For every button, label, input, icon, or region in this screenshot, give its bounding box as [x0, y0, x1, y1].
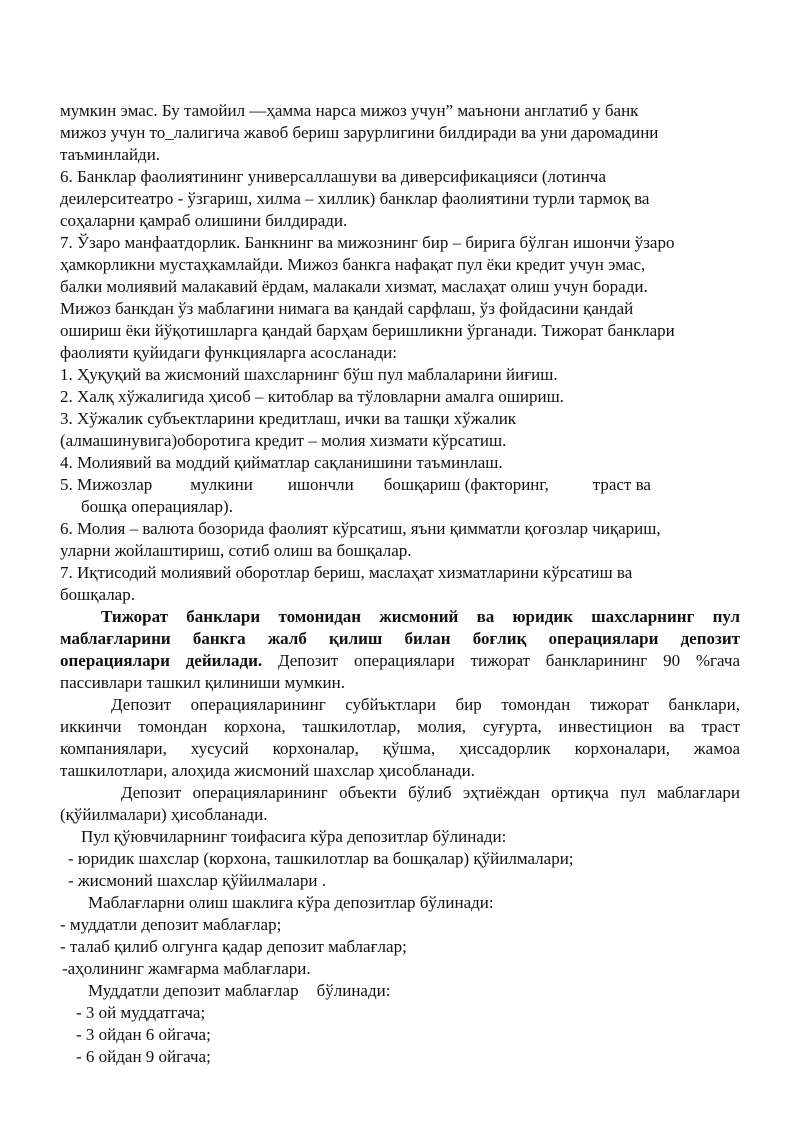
text-line: Депозит операцияларининг объекти бўлиб эҳтиёждан ортиқча пул маблағлари — [121, 783, 740, 802]
list-item: 7. Иқтисодий молиявий оборотлар бериш, маслаҳат хизматларини кўрсатиш ва — [60, 563, 633, 582]
bold-text: Тижорат банклари томонидан жисмоний ва юридик шахсларнинг пул — [101, 607, 740, 626]
list-item: -аҳолининг жамғарма маблағлари. — [62, 959, 311, 978]
list-item: 6. Банклар фаолиятининг универсаллашуви ва диверсификацияси (лотинча — [60, 167, 606, 186]
list-item: - юридик шахслар (корхона, ташкилотлар ва бошқалар) қўйилмалари; — [68, 849, 574, 868]
text-line: бошқа операциялар). — [81, 497, 233, 516]
text-line: деилерситеатро - ўзгариш, хилма – хиллик) банклар фаолиятини турли тармоқ ва — [60, 189, 650, 208]
list-item: 3. Хўжалик субъектларини кредитлаш, ички ва ташқи хўжалик — [60, 409, 517, 428]
bold-paragraph-line — [101, 606, 740, 628]
list-item: 4. Молиявий ва моддий қийматлар сақланишини таъминлаш. — [60, 453, 503, 472]
text-line: ҳамкорликни мустаҳкамлайди. Мижоз банкга нафақат пул ёки кредит учун эмас, — [60, 255, 646, 274]
bold-text: операциялари дейилади. — [60, 651, 263, 670]
list-item: 2. Халқ хўжалигида ҳисоб – китоблар ва тўловларни амалга ошириш. — [60, 387, 564, 406]
text-line: бошқалар. — [60, 585, 135, 604]
text-line: уларни жойлаштириш, сотиб олиш ва бошқалар. — [60, 541, 412, 560]
text-segment: бўлинади: — [316, 981, 391, 1000]
text-line: Мижоз банкдан ўз маблағини нимага ва қандай сарфлаш, ўз фойдасини қандай — [60, 299, 634, 318]
list-item: - 6 ойдан 9 ойгача; — [76, 1047, 211, 1066]
list-item: 1. Ҳуқуқий ва жисмоний шахсларнинг бўш пул маблаларини йиғиш. — [60, 365, 558, 384]
text-line — [60, 650, 740, 672]
text-segment: Муддатли депозит маблағлар — [88, 981, 299, 1000]
list-item: - талаб қилиб олгунга қадар депозит маблағлар; — [60, 937, 407, 956]
list-item: - 3 ойдан 6 ойгача; — [76, 1025, 211, 1044]
text-segment: бошқариш (факторинг, — [383, 475, 549, 494]
text-line: пассивлари ташкил қилиниши мумкин. — [60, 673, 345, 692]
list-item: - 3 ой муддатгача; — [76, 1003, 206, 1022]
text-line: соҳаларни қамраб олишини билдиради. — [60, 211, 348, 230]
bold-text: маблағларини банкга жалб қилиш билан боғлиқ операциялари депозит — [60, 629, 740, 648]
bold-paragraph-line — [60, 628, 740, 650]
text-line: фаолияти қуйидаги функцияларга асосланади: — [60, 343, 397, 362]
text-line: Пул қўювчиларнинг тоифасига кўра депозитлар бўлинади: — [81, 827, 507, 846]
list-item: 6. Молия – валюта бозорида фаолият кўрсатиш, яъни қимматли қоғозлар чиқариш, — [60, 519, 661, 538]
text-line — [88, 980, 390, 1002]
text-segment: Депозит операциялари тижорат банкларининг 90 %гача — [277, 651, 740, 670]
list-item: 7. Ўзаро манфаатдорлик. Банкнинг ва мижознинг бир – бирига бўлган ишончи ўзаро — [60, 233, 675, 252]
text-line: иккинчи томондан корхона, ташкилотлар, молия, суғурта, инвестицион ва траст — [60, 717, 740, 736]
list-item: - муддатли депозит маблағлар; — [60, 915, 282, 934]
text-line: таъминлайди. — [60, 145, 161, 164]
text-line: компаниялари, хусусий корхоналар, қўшма, ҳиссадорлик корхоналари, жамоа — [60, 739, 740, 758]
text-line: (қўйилмалари) ҳисобланади. — [60, 805, 268, 824]
list-item: - жисмоний шахслар қўйилмалари . — [68, 871, 326, 890]
text-line: мижоз учун то_лалигича жавоб бериш зарурлигини билдиради ва уни даромадини — [60, 123, 659, 142]
text-line: балки молиявий малакавий ёрдам, малакали хизмат, маслаҳат олиш учун боради. — [60, 277, 648, 296]
text-segment: 5. Мижозлар — [60, 475, 153, 494]
text-segment: ишончли — [287, 475, 354, 494]
text-line: ташкилотлари, алоҳида жисмоний шахслар ҳисобланади. — [60, 761, 475, 780]
text-segment: мулкини — [190, 475, 253, 494]
text-line: Депозит операцияларининг субйъктлари бир томондан тижорат банклари, — [111, 695, 740, 714]
text-line: мумкин эмас. Бу тамойил —ҳамма нарса мижоз учун” маънони англатиб у банк — [60, 101, 639, 120]
text-line: (алмашинувига)оборотига кредит – молия хизмати кўрсатиш. — [60, 431, 507, 450]
text-line: ошириш ёки йўқотишларга қандай барҳам беришликни ўрганади. Тижорат банклари — [60, 321, 675, 340]
text-line: Маблағларни олиш шаклига кўра депозитлар бўлинади: — [88, 893, 494, 912]
text-segment: траст ва — [592, 475, 651, 494]
list-item — [60, 474, 651, 496]
